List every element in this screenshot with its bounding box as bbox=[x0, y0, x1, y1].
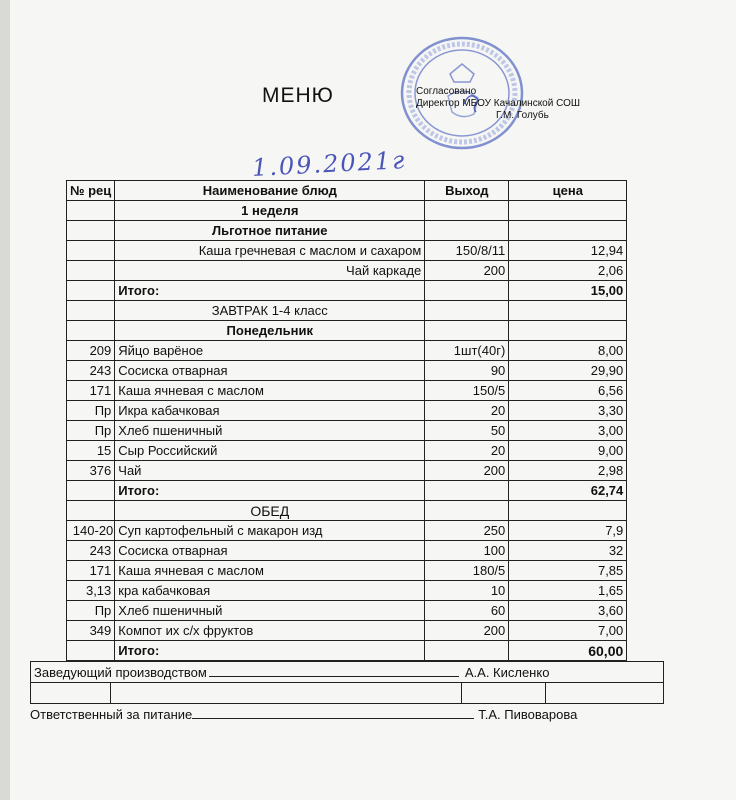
table-header-row bbox=[67, 181, 627, 201]
week-label: 1 неделя bbox=[115, 201, 425, 221]
blank-row bbox=[31, 683, 664, 704]
table-row bbox=[67, 621, 627, 641]
table-row bbox=[67, 441, 627, 461]
total-label: Итого: bbox=[115, 641, 425, 661]
rec-cell: 376 bbox=[67, 461, 115, 481]
responsible-signature-line bbox=[30, 705, 577, 722]
price-cell: 2,98 bbox=[509, 461, 627, 481]
table-row bbox=[67, 261, 627, 281]
section-discount-label: Льготное питание bbox=[115, 221, 425, 241]
price-cell: 6,56 bbox=[509, 381, 627, 401]
rec-cell: 3,13 bbox=[67, 581, 115, 601]
total-value: 15,00 bbox=[509, 281, 627, 301]
total-row bbox=[67, 281, 627, 301]
production-row bbox=[31, 662, 664, 683]
column-header-output: Выход bbox=[425, 181, 509, 201]
dish-cell: Сосиска отварная bbox=[115, 541, 425, 561]
price-cell: 3,00 bbox=[509, 421, 627, 441]
table-row bbox=[67, 401, 627, 421]
price-cell: 7,85 bbox=[509, 561, 627, 581]
output-cell: 200 bbox=[425, 621, 509, 641]
menu-table bbox=[66, 180, 627, 661]
production-name: А.А. Кисленко bbox=[462, 662, 664, 683]
dish-cell: Яйцо варёное bbox=[115, 341, 425, 361]
total-row bbox=[67, 641, 627, 661]
price-cell: 29,90 bbox=[509, 361, 627, 381]
table-row bbox=[67, 581, 627, 601]
price-cell: 8,00 bbox=[509, 341, 627, 361]
output-cell: 200 bbox=[425, 261, 509, 281]
approval-block bbox=[416, 86, 580, 122]
week-row bbox=[67, 201, 627, 221]
rec-cell: 15 bbox=[67, 441, 115, 461]
rec-cell bbox=[67, 261, 115, 281]
production-label-text: Заведующий производством bbox=[34, 665, 207, 680]
table-row bbox=[67, 361, 627, 381]
price-cell: 1,65 bbox=[509, 581, 627, 601]
table-row bbox=[67, 341, 627, 361]
dish-cell: Чай bbox=[115, 461, 425, 481]
table-row bbox=[67, 541, 627, 561]
price-cell: 9,00 bbox=[509, 441, 627, 461]
price-cell: 32 bbox=[509, 541, 627, 561]
total-value: 62,74 bbox=[509, 481, 627, 501]
approval-line-2: Директор МБОУ Качалинской СОШ bbox=[416, 98, 581, 109]
rec-cell: 349 bbox=[67, 621, 115, 641]
output-cell: 90 bbox=[425, 361, 509, 381]
output-cell: 1шт(40г) bbox=[425, 341, 509, 361]
rec-cell: 171 bbox=[67, 381, 115, 401]
dish-cell: Суп картофельный с макарон изд bbox=[115, 521, 425, 541]
rec-cell: Пр bbox=[67, 421, 115, 441]
dish-cell: Компот их с/х фруктов bbox=[115, 621, 425, 641]
column-header-price: цена bbox=[509, 181, 627, 201]
total-label: Итого: bbox=[115, 281, 425, 301]
lunch-title-row bbox=[67, 501, 627, 521]
dish-cell: кра кабачковая bbox=[115, 581, 425, 601]
rec-cell: Пр bbox=[67, 401, 115, 421]
column-header-name: Наименование блюд bbox=[115, 181, 425, 201]
table-row bbox=[67, 461, 627, 481]
day-label: Понедельник bbox=[115, 321, 425, 341]
total-value: 60,00 bbox=[509, 641, 627, 661]
responsible-label: Ответственный за питание bbox=[30, 707, 193, 722]
output-cell: 200 bbox=[425, 461, 509, 481]
output-cell: 20 bbox=[425, 401, 509, 421]
lunch-title: ОБЕД bbox=[115, 501, 425, 521]
table-row bbox=[67, 601, 627, 621]
dish-cell: Икра кабачковая bbox=[115, 401, 425, 421]
breakfast-title-row bbox=[67, 301, 627, 321]
dish-cell: Сосиска отварная bbox=[115, 361, 425, 381]
rec-cell: 140-20 bbox=[67, 521, 115, 541]
price-cell: 7,9 bbox=[509, 521, 627, 541]
dish-cell: Каша ячневая с маслом bbox=[115, 381, 425, 401]
dish-cell: Каша ячневая с маслом bbox=[115, 561, 425, 581]
page-title: МЕНЮ bbox=[262, 84, 334, 107]
breakfast-title: ЗАВТРАК 1-4 класс bbox=[115, 301, 425, 321]
total-label: Итого: bbox=[115, 481, 425, 501]
approval-line-1: Согласовано bbox=[416, 86, 477, 97]
price-cell: 3,60 bbox=[509, 601, 627, 621]
responsible-name: Т.А. Пивоварова bbox=[478, 707, 578, 722]
dish-cell: Чай каркаде bbox=[115, 261, 425, 281]
rec-cell: 243 bbox=[67, 361, 115, 381]
dish-cell: Каша гречневая с маслом и сахаром bbox=[115, 241, 425, 261]
output-cell: 60 bbox=[425, 601, 509, 621]
rec-cell: 209 bbox=[67, 341, 115, 361]
column-header-rec: № рец bbox=[67, 181, 115, 201]
dish-cell: Сыр Российский bbox=[115, 441, 425, 461]
day-row bbox=[67, 321, 627, 341]
dish-cell: Хлеб пшеничный bbox=[115, 421, 425, 441]
footer-table bbox=[30, 661, 664, 704]
price-cell: 2,06 bbox=[509, 261, 627, 281]
approval-line-3: Г.М. Голубь bbox=[496, 110, 549, 121]
output-cell: 20 bbox=[425, 441, 509, 461]
table-row bbox=[67, 561, 627, 581]
rec-cell: 171 bbox=[67, 561, 115, 581]
production-label bbox=[31, 662, 462, 683]
rec-cell: Пр bbox=[67, 601, 115, 621]
output-cell: 250 bbox=[425, 521, 509, 541]
output-cell: 100 bbox=[425, 541, 509, 561]
price-cell: 7,00 bbox=[509, 621, 627, 641]
total-row bbox=[67, 481, 627, 501]
price-cell: 12,94 bbox=[509, 241, 627, 261]
price-cell: 3,30 bbox=[509, 401, 627, 421]
table-row bbox=[67, 381, 627, 401]
output-cell: 50 bbox=[425, 421, 509, 441]
output-cell: 10 bbox=[425, 581, 509, 601]
table-row bbox=[67, 241, 627, 261]
signature-underline bbox=[192, 705, 474, 719]
table-row bbox=[67, 521, 627, 541]
dish-cell: Хлеб пшеничный bbox=[115, 601, 425, 621]
section-discount-row bbox=[67, 221, 627, 241]
output-cell: 150/8/11 bbox=[425, 241, 509, 261]
output-cell: 150/5 bbox=[425, 381, 509, 401]
rec-cell bbox=[67, 241, 115, 261]
handwritten-date: 1.09.2021г bbox=[251, 145, 407, 183]
rec-cell: 243 bbox=[67, 541, 115, 561]
table-row bbox=[67, 421, 627, 441]
output-cell: 180/5 bbox=[425, 561, 509, 581]
